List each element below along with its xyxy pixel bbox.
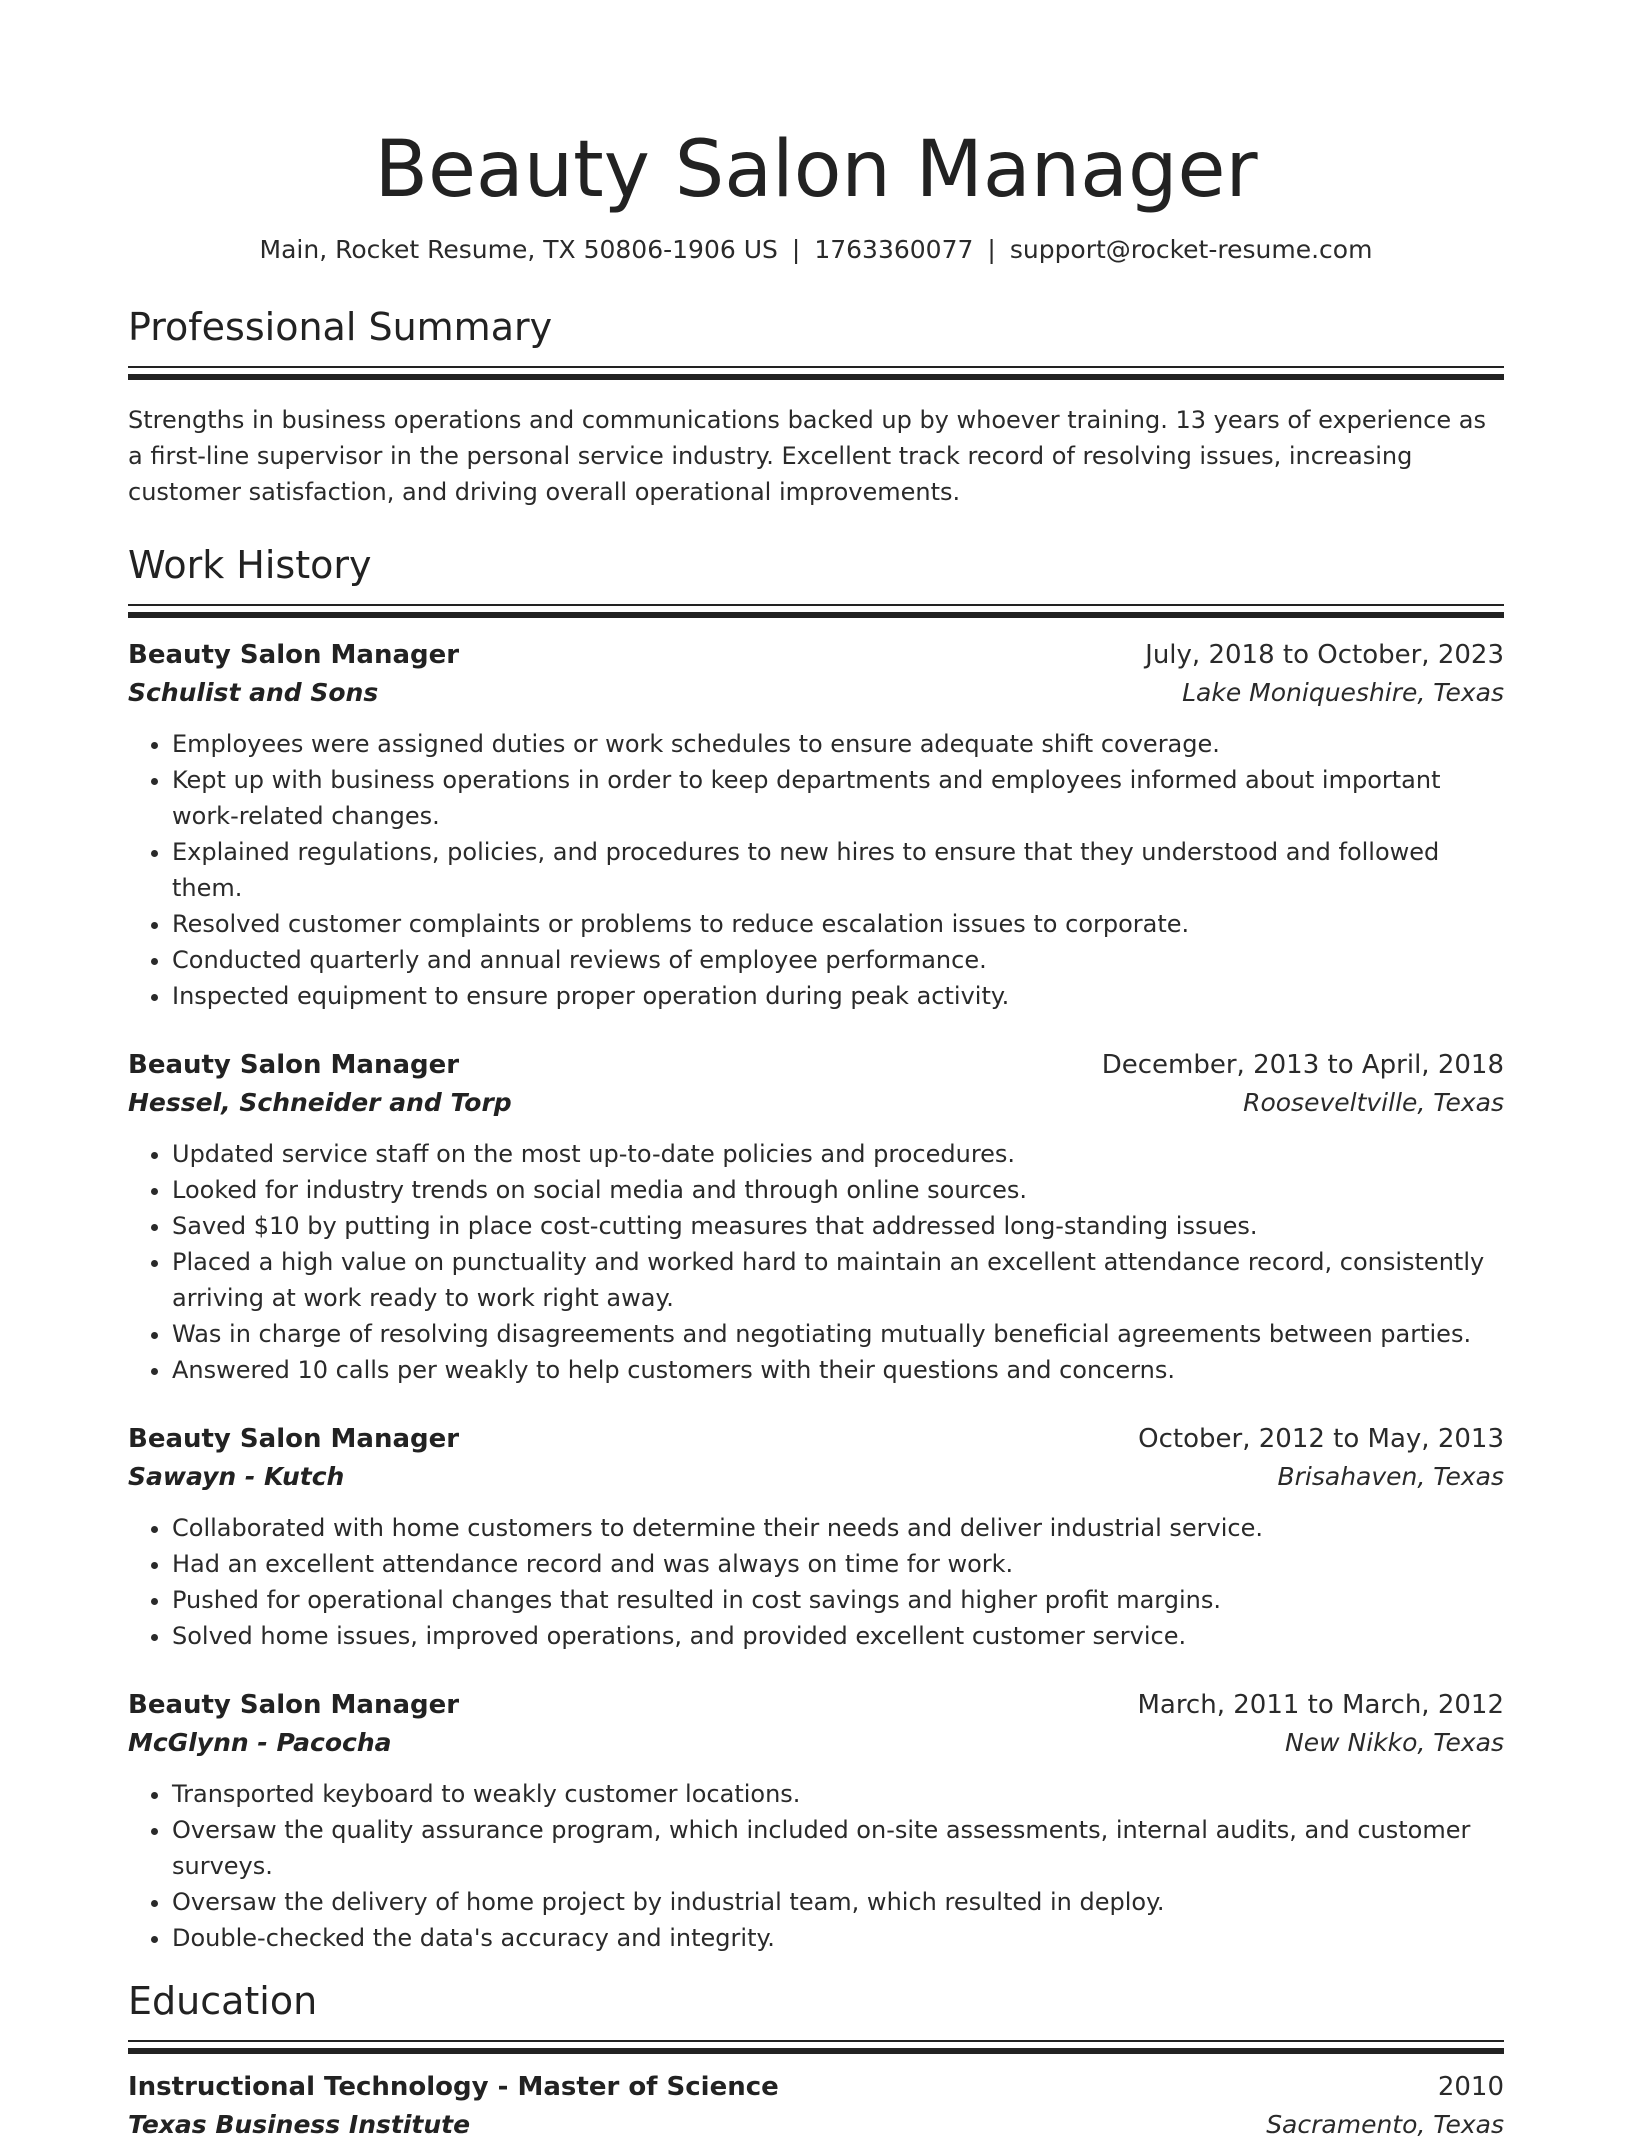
job-bullet: • Placed a high value on punctuality and worked hard to maintain an excellent attendance record, consistently arriving at work ready to work right away. (172, 1244, 1504, 1316)
job-bullets (128, 726, 1504, 1014)
job-bullet: • Kept up with business operations in order to keep departments and employees informed about important work-related changes. (172, 762, 1504, 834)
job-header-row (128, 1686, 1504, 1724)
job-location: Rooseveltville, Texas (1243, 1088, 1504, 1117)
section-divider (128, 366, 1504, 368)
job-location: New Nikko, Texas (1285, 1728, 1504, 1757)
job-entry (128, 1046, 1504, 1388)
education-entry (128, 2068, 1504, 2144)
job-bullet: • Resolved customer complaints or problems to reduce escalation issues to corporate. (172, 906, 1504, 942)
job-company-row (128, 674, 1504, 712)
job-entry (128, 1420, 1504, 1654)
work-history-section (128, 540, 1504, 1956)
job-company: Sawayn - Kutch (128, 1462, 345, 1491)
job-bullet: • Pushed for operational changes that resulted in cost savings and higher profit margins. (172, 1582, 1504, 1618)
candidate-name: Beauty Salon Manager (374, 125, 1258, 215)
contact-address: Main, Rocket Resume, TX 50806-1906 US (259, 235, 778, 264)
education-section (128, 1976, 1504, 2144)
job-header-row (128, 1420, 1504, 1458)
job-location: Lake Moniqueshire, Texas (1182, 678, 1504, 707)
job-bullets (128, 1136, 1504, 1388)
job-location: Brisahaven, Texas (1277, 1462, 1504, 1491)
job-header-row (128, 636, 1504, 674)
contact-email: support@rocket-resume.com (1009, 235, 1373, 264)
job-bullet: • Employees were assigned duties or work schedules to ensure adequate shift coverage. (172, 726, 1504, 762)
summary-heading: Professional Summary (128, 305, 553, 349)
job-entry (128, 636, 1504, 1014)
job-dates: July, 2018 to October, 2023 (1145, 640, 1504, 670)
contact-phone: 1763360077 (814, 235, 974, 264)
contact-line (128, 232, 1504, 268)
job-title: Beauty Salon Manager (128, 1690, 460, 1720)
job-bullets (128, 1776, 1504, 1956)
job-title: Beauty Salon Manager (128, 1424, 460, 1454)
education-heading: Education (128, 1979, 318, 2023)
education-degree: Instructional Technology - Master of Science (128, 2072, 779, 2102)
job-header-row (128, 1046, 1504, 1084)
job-bullet: • Had an excellent attendance record and was always on time for work. (172, 1546, 1504, 1582)
education-header-row (128, 2068, 1504, 2106)
job-bullet: • Conducted quarterly and annual reviews of employee performance. (172, 942, 1504, 978)
job-bullet: • Oversaw the quality assurance program, which included on-site assessments, internal audits, and customer surveys. (172, 1812, 1504, 1884)
section-divider (128, 2040, 1504, 2042)
job-bullet: • Transported keyboard to weakly customer locations. (172, 1776, 1504, 1812)
job-dates: December, 2013 to April, 2018 (1101, 1050, 1504, 1080)
job-company-row (128, 1084, 1504, 1122)
job-title: Beauty Salon Manager (128, 1050, 460, 1080)
work-history-heading: Work History (128, 543, 372, 587)
job-bullet: • Oversaw the delivery of home project by industrial team, which resulted in deploy. (172, 1884, 1504, 1920)
job-bullets (128, 1510, 1504, 1654)
job-bullet: • Inspected equipment to ensure proper operation during peak activity. (172, 978, 1504, 1014)
education-location: Sacramento, Texas (1266, 2110, 1504, 2139)
job-bullet: • Saved $10 by putting in place cost-cutting measures that addressed long-standing issues. (172, 1208, 1504, 1244)
job-company-row (128, 1724, 1504, 1762)
job-dates: March, 2011 to March, 2012 (1137, 1690, 1504, 1720)
job-entry (128, 1686, 1504, 1956)
contact-separator: | (791, 235, 801, 264)
job-bullet: • Explained regulations, policies, and procedures to new hires to ensure that they understood and followed them. (172, 834, 1504, 906)
education-year: 2010 (1437, 2072, 1504, 2102)
job-dates: October, 2012 to May, 2013 (1138, 1424, 1504, 1454)
job-company: McGlynn - Pacocha (128, 1728, 392, 1757)
summary-section (128, 302, 1504, 510)
job-company-row (128, 1458, 1504, 1496)
job-company: Hessel, Schneider and Torp (128, 1088, 512, 1117)
job-bullet: • Updated service staff on the most up-to-date policies and procedures. (172, 1136, 1504, 1172)
job-bullet: • Double-checked the data's accuracy and integrity. (172, 1920, 1504, 1956)
job-company: Schulist and Sons (128, 678, 379, 707)
job-bullet: • Looked for industry trends on social media and through online sources. (172, 1172, 1504, 1208)
section-divider (128, 604, 1504, 606)
job-bullet: • Answered 10 calls per weakly to help customers with their questions and concerns. (172, 1352, 1504, 1388)
job-title: Beauty Salon Manager (128, 640, 460, 670)
job-bullet: • Collaborated with home customers to determine their needs and deliver industrial service. (172, 1510, 1504, 1546)
job-bullet: • Solved home issues, improved operations, and provided excellent customer service. (172, 1618, 1504, 1654)
resume-page (128, 0, 1504, 2144)
education-school: Texas Business Institute (128, 2110, 471, 2139)
summary-text: Strengths in business operations and communications backed up by whoever training. 13 years of experience as a first-line supervisor in the personal service industry. Excellent track record of resolving issues, increasing customer satisfaction, and driving overall operational improvements. (128, 406, 1486, 506)
job-bullet: • Was in charge of resolving disagreements and negotiating mutually beneficial agreements between parties. (172, 1316, 1504, 1352)
contact-separator: | (987, 235, 996, 264)
